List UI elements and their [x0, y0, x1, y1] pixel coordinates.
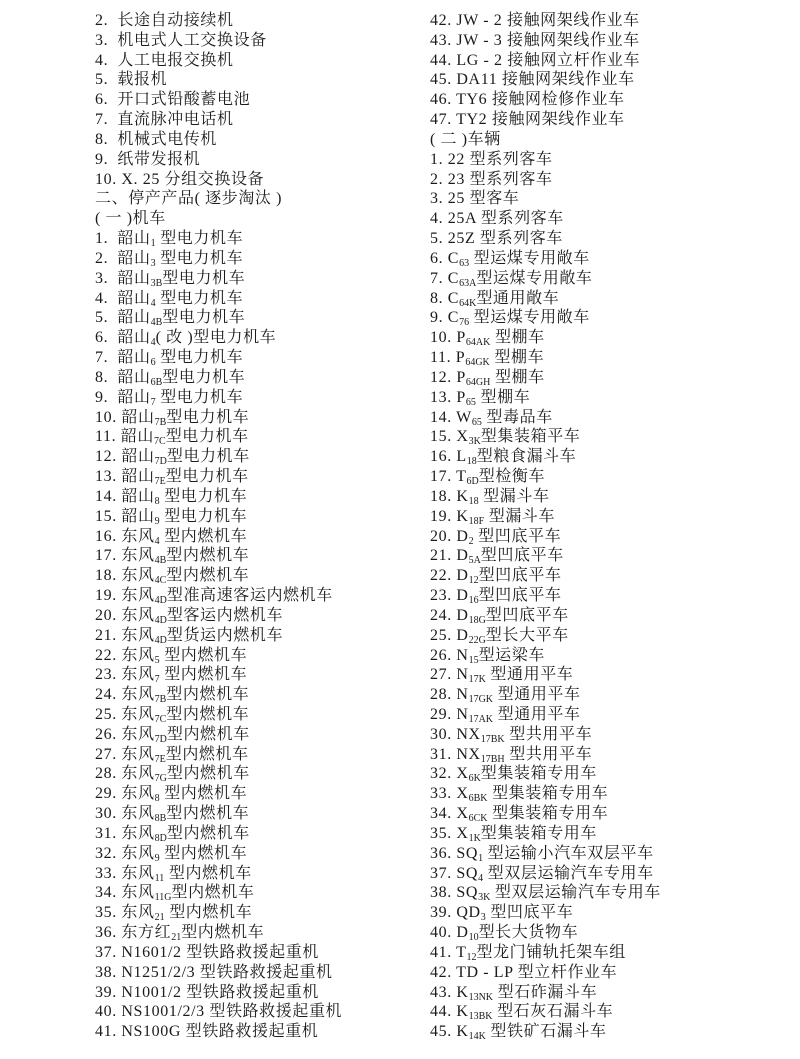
list-item: 28. $N_{17GK}$ 型通用平车: [430, 686, 581, 706]
list-item: 44. $K_{13BK}$ 型石灰石漏斗车: [430, 1003, 614, 1023]
list-item: 45. DA11 接触网架线作业车: [430, 71, 635, 89]
list-item: 8. 机械式电传机: [95, 130, 218, 148]
list-item: 4. 25A 型系列客车: [430, 210, 564, 228]
list-item: 31. 东风$_{8D}$型内燃机车: [95, 824, 250, 844]
list-item: 7. 韶山$_6$ 型电力机车: [95, 349, 244, 369]
list-item: 6. 韶山$_4$( 改 )型电力机车: [95, 329, 277, 349]
list-item: 43. $K_{13NK}$ 型石砟漏斗车: [430, 983, 598, 1003]
list-item: 17. 东风$_{4B}$型内燃机车: [95, 547, 250, 567]
list-item: 29. 东风$_8$ 型内燃机车: [95, 785, 248, 805]
list-item: 11. 韶山$_{7C}$型电力机车: [95, 428, 249, 448]
list-item: 10. 韶山$_{7B}$型电力机车: [95, 408, 250, 428]
list-item: 33. 东风$_{11}$ 型内燃机车: [95, 864, 252, 884]
list-item: 44. LG - 2 接触网立杆作业车: [430, 51, 641, 69]
list-item: 27. $N_{17K}$ 型通用平车: [430, 666, 574, 686]
list-item: 15. 韶山$_9$ 型电力机车: [95, 507, 248, 527]
list-item: 39. N1001/2 型铁路救援起重机: [95, 983, 320, 1001]
right-column: [430, 11, 780, 1042]
list-item: 31. $NX_{17BH}$ 型共用平车: [430, 745, 593, 765]
list-item: 22. $D_{12}$型凹底平车: [430, 567, 562, 587]
list-item: 25. 东风$_{7C}$型内燃机车: [95, 705, 250, 725]
left-column: [95, 11, 430, 1042]
list-item: 3. 25 型客车: [430, 190, 520, 208]
list-item: 21. 东风$_{4D}$型货运内燃机车: [95, 626, 284, 646]
list-item: 23. 东风$_7$ 型内燃机车: [95, 666, 248, 686]
list-item: 8. 韶山$_{6B}$型电力机车: [95, 368, 246, 388]
list-item: 36. 东方红$_{21}$型内燃机车: [95, 924, 265, 944]
list-item: 19. $K_{18F}$ 型漏斗车: [430, 507, 556, 527]
list-item: 3. 韶山$_{3B}$型电力机车: [95, 269, 246, 289]
list-item: 2. 长途自动接续机: [95, 12, 234, 29]
list-item: 6. $C_{63}$ 型运煤专用敞车: [430, 249, 590, 269]
list-item: 16. 东风$_4$ 型内燃机车: [95, 527, 248, 547]
section-heading: ( 一 )机车: [95, 210, 166, 228]
list-item: 7. $C_{63A}$型运煤专用敞车: [430, 269, 593, 289]
list-item: 2. 韶山$_3$ 型电力机车: [95, 249, 244, 269]
list-item: 21. $D_{5A}$型凹底平车: [430, 547, 564, 567]
list-item: 1. 22 型系列客车: [430, 150, 553, 168]
list-item: 16. $L_{18}$型粮食漏斗车: [430, 448, 577, 468]
list-item: 32. $X_{6K}$型集装箱专用车: [430, 765, 597, 785]
list-item: 5. 韶山$_{4B}$型电力机车: [95, 309, 246, 329]
list-item: 15. $X_{3K}$型集装箱平车: [430, 428, 581, 448]
list-item: 9. 韶山$_7$ 型电力机车: [95, 388, 244, 408]
list-item: 5. 载报机: [95, 71, 168, 89]
list-item: 17. $T_{6D}$型检衡车: [430, 468, 546, 488]
list-item: 12. 韶山$_{7D}$型电力机车: [95, 448, 250, 468]
list-item: 37. N1601/2 型铁路救援起重机: [95, 943, 320, 961]
list-item: 23. $D_{16}$型凹底平车: [430, 587, 562, 607]
list-item: 24. $D_{18G}$型凹底平车: [430, 606, 569, 626]
list-item: 42. TD - LP 型立杆作业车: [430, 963, 618, 981]
list-item: 5. 25Z 型系列客车: [430, 230, 563, 248]
list-item: 32. 东风$_9$ 型内燃机车: [95, 844, 248, 864]
list-item: 14. 韶山$_8$ 型电力机车: [95, 487, 248, 507]
list-item: 26. $N_{15}$型运梁车: [430, 646, 545, 666]
list-item: 13. $P_{65}$ 型棚车: [430, 388, 531, 408]
list-item: 20. 东风$_{4D}$型客运内燃机车: [95, 606, 284, 626]
list-item: 30. $NX_{17BK}$ 型共用平车: [430, 725, 593, 745]
list-item: 26. 东风$_{7D}$型内燃机车: [95, 725, 250, 745]
list-item: 38. N1251/2/3 型铁路救援起重机: [95, 963, 333, 981]
list-item: 8. $C_{64K}$型通用敞车: [430, 289, 560, 309]
list-item: 41. NS100G 型铁路救援起重机: [95, 1023, 319, 1041]
list-item: 19. 东风$_{4D}$型准高速客运内燃机车: [95, 587, 333, 607]
list-item: 34. 东风$_{11G}$型内燃机车: [95, 884, 255, 904]
list-item: 10. $P_{64AK}$ 型棚车: [430, 329, 545, 349]
list-item: 35. $X_{1K}$型集装箱专用车: [430, 824, 597, 844]
list-item: 35. 东风$_{21}$ 型内燃机车: [95, 904, 253, 924]
list-item: 28. 东风$_{7G}$型内燃机车: [95, 765, 250, 785]
section-heading: ( 二 )车辆: [430, 130, 501, 148]
list-item: 46. TY6 接触网检修作业车: [430, 91, 625, 109]
list-item: 30. 东风$_{8B}$型内燃机车: [95, 805, 250, 825]
list-item: 27. 东风$_{7E}$型内燃机车: [95, 745, 249, 765]
list-item: 6. 开口式铅酸蓄电池: [95, 91, 251, 109]
list-item: 33. $X_{6BK}$ 型集装箱专用车: [430, 785, 609, 805]
list-item: 39. $QD_3$ 型凹底平车: [430, 904, 574, 924]
list-item: 18. $K_{18}$ 型漏斗车: [430, 487, 550, 507]
list-item: 9. 纸带发报机: [95, 150, 201, 168]
list-item: 45. $K_{14K}$ 型铁矿石漏斗车: [430, 1023, 607, 1043]
list-item: 42. JW - 2 接触网架线作业车: [430, 12, 640, 29]
list-item: 4. 韶山$_4$ 型电力机车: [95, 289, 244, 309]
list-item: 29. $N_{17AK}$ 型通用平车: [430, 705, 581, 725]
list-item: 40. NS1001/2/3 型铁路救援起重机: [95, 1003, 343, 1021]
section-heading: 二、停产产品( 逐步淘汰 ): [95, 190, 283, 208]
list-item: 34. $X_{6CK}$ 型集装箱专用车: [430, 805, 609, 825]
list-item: 4. 人工电报交换机: [95, 51, 234, 69]
list-item: 2. 23 型系列客车: [430, 170, 553, 188]
list-item: 9. $C_{76}$ 型运煤专用敞车: [430, 309, 590, 329]
list-item: 18. 东风$_{4C}$型内燃机车: [95, 567, 250, 587]
list-item: 11. $P_{64GK}$ 型棚车: [430, 349, 545, 369]
list-item: 7. 直流脉冲电话机: [95, 111, 234, 129]
list-item: 36. $SQ_1$ 型运输小汽车双层平车: [430, 844, 654, 864]
list-item: 43. JW - 3 接触网架线作业车: [430, 31, 640, 49]
list-item: 37. $SQ_4$ 型双层运输汽车专用车: [430, 864, 654, 884]
list-item: 10. X. 25 分组交换设备: [95, 170, 265, 188]
list-item: 40. $D_{10}$型长大货物车: [430, 924, 579, 944]
list-item: 3. 机电式人工交换设备: [95, 31, 267, 49]
list-item: 24. 东风$_{7B}$型内燃机车: [95, 686, 250, 706]
list-item: 22. 东风$_5$ 型内燃机车: [95, 646, 248, 666]
list-item: 20. $D_2$ 型凹底平车: [430, 527, 562, 547]
list-item: 14. $W_{65}$ 型毒品车: [430, 408, 553, 428]
list-item: 47. TY2 接触网架线作业车: [430, 111, 625, 129]
list-item: 1. 韶山$_1$ 型电力机车: [95, 230, 244, 250]
list-item: 25. $D_{22G}$型长大平车: [430, 626, 569, 646]
list-item: 41. $T_{12}$型龙门铺轨托架车组: [430, 943, 626, 963]
list-item: 13. 韶山$_{7E}$型电力机车: [95, 468, 249, 488]
list-item: 12. $P_{64GH}$ 型棚车: [430, 368, 545, 388]
list-item: 38. $SQ_{3K}$ 型双层运输汽车专用车: [430, 884, 661, 904]
